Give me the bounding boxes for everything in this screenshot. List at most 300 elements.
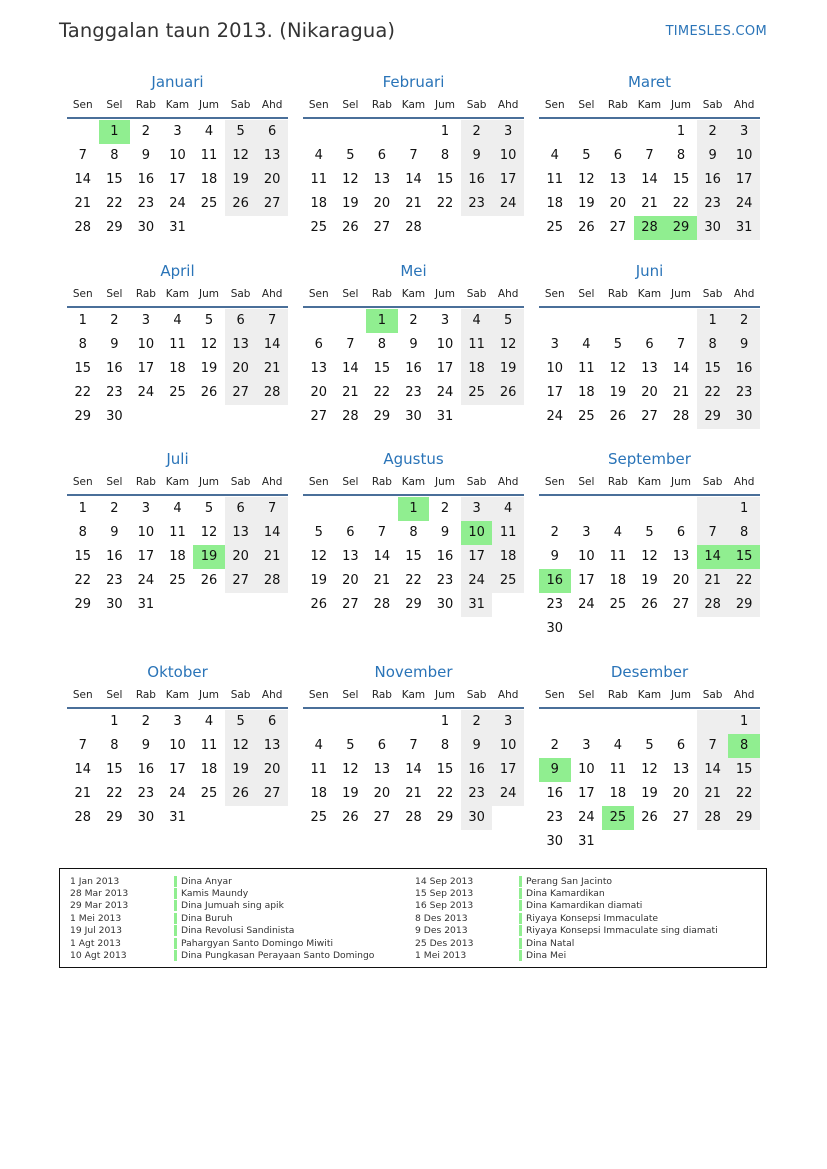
calendar-day[interactable]: 3 bbox=[440, 313, 450, 328]
calendar-day[interactable]: 4 bbox=[314, 148, 323, 163]
calendar-day[interactable]: 7 bbox=[78, 738, 87, 753]
calendar-day[interactable]: 24 bbox=[169, 786, 186, 801]
calendar-day[interactable]: 6 bbox=[377, 738, 387, 753]
calendar-day[interactable]: 4 bbox=[582, 337, 591, 352]
calendar-day[interactable]: 20 bbox=[672, 786, 690, 801]
calendar-day[interactable]: 22 bbox=[436, 786, 454, 801]
calendar-day[interactable]: 3 bbox=[728, 120, 760, 144]
calendar-day[interactable]: 22 bbox=[728, 569, 760, 593]
calendar-day[interactable]: 2 bbox=[141, 714, 151, 729]
calendar-day[interactable]: 8 bbox=[78, 525, 87, 540]
calendar-day[interactable]: 29 bbox=[106, 810, 123, 825]
calendar-day[interactable]: 23 bbox=[546, 810, 564, 825]
calendar-day[interactable]: 12 bbox=[578, 172, 595, 187]
calendar-day[interactable]: 19 bbox=[641, 573, 658, 588]
calendar-day[interactable]: 20 bbox=[310, 385, 328, 400]
calendar-day[interactable]: 30 bbox=[106, 597, 123, 612]
calendar-day[interactable]: 23 bbox=[137, 786, 155, 801]
holiday-day[interactable]: 1 bbox=[99, 120, 131, 144]
calendar-day[interactable]: 28 bbox=[405, 220, 422, 235]
calendar-day[interactable]: 21 bbox=[697, 782, 729, 806]
calendar-day[interactable]: 7 bbox=[697, 734, 729, 758]
calendar-day[interactable]: 6 bbox=[645, 337, 654, 352]
calendar-day[interactable]: 4 bbox=[613, 525, 623, 540]
calendar-day[interactable]: 15 bbox=[106, 762, 123, 777]
calendar-day[interactable]: 29 bbox=[728, 593, 760, 617]
calendar-day[interactable]: 1 bbox=[440, 124, 450, 139]
calendar-day[interactable]: 14 bbox=[672, 361, 690, 376]
calendar-day[interactable]: 16 bbox=[461, 758, 493, 782]
calendar-day[interactable]: 1 bbox=[110, 714, 119, 729]
calendar-day[interactable]: 5 bbox=[204, 313, 214, 328]
calendar-day[interactable]: 30 bbox=[137, 810, 155, 825]
calendar-day[interactable]: 27 bbox=[256, 782, 288, 806]
calendar-day[interactable]: 17 bbox=[461, 545, 493, 569]
calendar-day[interactable]: 7 bbox=[645, 148, 654, 163]
calendar-day[interactable]: 9 bbox=[550, 549, 559, 564]
calendar-day[interactable]: 1 bbox=[728, 710, 760, 734]
calendar-day[interactable]: 13 bbox=[373, 172, 391, 187]
calendar-day[interactable]: 13 bbox=[373, 762, 391, 777]
calendar-day[interactable]: 3 bbox=[492, 120, 524, 144]
calendar-day[interactable]: 21 bbox=[697, 569, 729, 593]
calendar-day[interactable]: 14 bbox=[641, 172, 658, 187]
calendar-day[interactable]: 31 bbox=[728, 216, 760, 240]
calendar-day[interactable]: 4 bbox=[173, 501, 182, 516]
calendar-day[interactable]: 15 bbox=[106, 172, 123, 187]
calendar-day[interactable]: 27 bbox=[672, 597, 690, 612]
calendar-day[interactable]: 7 bbox=[697, 521, 729, 545]
calendar-day[interactable]: 27 bbox=[342, 597, 359, 612]
calendar-day[interactable]: 22 bbox=[405, 573, 422, 588]
calendar-day[interactable]: 28 bbox=[256, 381, 288, 405]
calendar-day[interactable]: 13 bbox=[342, 549, 359, 564]
calendar-day[interactable]: 11 bbox=[546, 172, 564, 187]
calendar-day[interactable]: 4 bbox=[204, 714, 214, 729]
holiday-day[interactable]: 29 bbox=[665, 216, 697, 240]
calendar-day[interactable]: 29 bbox=[373, 409, 391, 424]
calendar-day[interactable]: 17 bbox=[169, 762, 186, 777]
calendar-day[interactable]: 17 bbox=[137, 549, 155, 564]
calendar-day[interactable]: 2 bbox=[550, 738, 559, 753]
calendar-day[interactable]: 9 bbox=[141, 738, 151, 753]
calendar-day[interactable]: 11 bbox=[169, 337, 186, 352]
calendar-day[interactable]: 21 bbox=[342, 385, 359, 400]
calendar-day[interactable]: 24 bbox=[578, 810, 595, 825]
calendar-day[interactable]: 12 bbox=[641, 762, 658, 777]
calendar-day[interactable]: 8 bbox=[728, 521, 760, 545]
calendar-day[interactable]: 24 bbox=[461, 569, 493, 593]
calendar-day[interactable]: 9 bbox=[728, 333, 760, 357]
calendar-day[interactable]: 23 bbox=[546, 597, 564, 612]
calendar-day[interactable]: 19 bbox=[342, 196, 359, 211]
calendar-day[interactable]: 11 bbox=[609, 549, 627, 564]
calendar-day[interactable]: 20 bbox=[609, 196, 627, 211]
calendar-day[interactable]: 1 bbox=[440, 714, 450, 729]
calendar-day[interactable]: 15 bbox=[74, 361, 92, 376]
calendar-day[interactable]: 2 bbox=[697, 120, 729, 144]
calendar-day[interactable]: 5 bbox=[492, 309, 524, 333]
calendar-day[interactable]: 8 bbox=[78, 337, 87, 352]
calendar-day[interactable]: 18 bbox=[609, 786, 627, 801]
calendar-day[interactable]: 20 bbox=[641, 385, 658, 400]
calendar-day[interactable]: 22 bbox=[74, 573, 92, 588]
calendar-day[interactable]: 2 bbox=[461, 120, 493, 144]
calendar-day[interactable]: 15 bbox=[436, 762, 454, 777]
calendar-day[interactable]: 18 bbox=[310, 786, 328, 801]
calendar-day[interactable]: 1 bbox=[728, 497, 760, 521]
calendar-day[interactable]: 8 bbox=[440, 738, 450, 753]
calendar-day[interactable]: 24 bbox=[492, 782, 524, 806]
calendar-day[interactable]: 5 bbox=[225, 710, 257, 734]
calendar-day[interactable]: 12 bbox=[225, 144, 257, 168]
calendar-day[interactable]: 13 bbox=[256, 144, 288, 168]
calendar-day[interactable]: 20 bbox=[342, 573, 359, 588]
calendar-day[interactable]: 12 bbox=[492, 333, 524, 357]
calendar-day[interactable]: 16 bbox=[728, 357, 760, 381]
calendar-day[interactable]: 30 bbox=[405, 409, 422, 424]
calendar-day[interactable]: 11 bbox=[578, 361, 595, 376]
calendar-day[interactable]: 10 bbox=[492, 734, 524, 758]
calendar-day[interactable]: 3 bbox=[461, 497, 493, 521]
calendar-day[interactable]: 13 bbox=[641, 361, 658, 376]
calendar-day[interactable]: 10 bbox=[578, 549, 595, 564]
calendar-day[interactable]: 5 bbox=[613, 337, 623, 352]
calendar-day[interactable]: 2 bbox=[728, 309, 760, 333]
calendar-day[interactable]: 23 bbox=[461, 782, 493, 806]
calendar-day[interactable]: 11 bbox=[492, 521, 524, 545]
calendar-day[interactable]: 25 bbox=[461, 381, 493, 405]
calendar-day[interactable]: 24 bbox=[169, 196, 186, 211]
calendar-day[interactable]: 19 bbox=[641, 786, 658, 801]
calendar-day[interactable]: 30 bbox=[436, 597, 454, 612]
calendar-day[interactable]: 13 bbox=[609, 172, 627, 187]
calendar-day[interactable]: 11 bbox=[200, 148, 218, 163]
calendar-day[interactable]: 18 bbox=[609, 573, 627, 588]
holiday-day[interactable]: 25 bbox=[602, 806, 634, 830]
calendar-day[interactable]: 10 bbox=[137, 337, 155, 352]
calendar-day[interactable]: 25 bbox=[200, 196, 218, 211]
calendar-day[interactable]: 15 bbox=[697, 357, 729, 381]
holiday-day[interactable]: 14 bbox=[697, 545, 729, 569]
calendar-day[interactable]: 20 bbox=[373, 786, 391, 801]
calendar-day[interactable]: 3 bbox=[141, 313, 151, 328]
calendar-day[interactable]: 7 bbox=[256, 497, 288, 521]
calendar-day[interactable]: 20 bbox=[225, 357, 257, 381]
calendar-day[interactable]: 24 bbox=[137, 385, 155, 400]
holiday-day[interactable]: 1 bbox=[366, 309, 398, 333]
brand-link[interactable]: TIMESLES.COM bbox=[665, 24, 767, 39]
calendar-day[interactable]: 13 bbox=[310, 361, 328, 376]
calendar-day[interactable]: 26 bbox=[492, 381, 524, 405]
calendar-day[interactable]: 25 bbox=[200, 786, 218, 801]
calendar-day[interactable]: 6 bbox=[377, 148, 387, 163]
calendar-day[interactable]: 18 bbox=[461, 357, 493, 381]
calendar-day[interactable]: 28 bbox=[697, 806, 729, 830]
calendar-day[interactable]: 29 bbox=[74, 409, 92, 424]
calendar-day[interactable]: 4 bbox=[613, 738, 623, 753]
calendar-day[interactable]: 23 bbox=[728, 381, 760, 405]
calendar-day[interactable]: 18 bbox=[169, 361, 186, 376]
calendar-day[interactable]: 5 bbox=[225, 120, 257, 144]
calendar-day[interactable]: 15 bbox=[672, 172, 690, 187]
calendar-day[interactable]: 4 bbox=[173, 313, 182, 328]
calendar-day[interactable]: 24 bbox=[436, 385, 454, 400]
calendar-day[interactable]: 19 bbox=[609, 385, 627, 400]
calendar-day[interactable]: 28 bbox=[74, 220, 92, 235]
calendar-day[interactable]: 4 bbox=[461, 309, 493, 333]
calendar-day[interactable]: 3 bbox=[141, 501, 151, 516]
calendar-day[interactable]: 27 bbox=[373, 810, 391, 825]
calendar-day[interactable]: 9 bbox=[440, 525, 450, 540]
calendar-day[interactable]: 22 bbox=[106, 786, 123, 801]
holiday-day[interactable]: 19 bbox=[193, 545, 225, 569]
calendar-day[interactable]: 4 bbox=[492, 497, 524, 521]
calendar-day[interactable]: 26 bbox=[225, 782, 257, 806]
calendar-day[interactable]: 6 bbox=[346, 525, 355, 540]
calendar-day[interactable]: 2 bbox=[141, 124, 151, 139]
calendar-day[interactable]: 11 bbox=[310, 762, 328, 777]
calendar-day[interactable]: 7 bbox=[676, 337, 686, 352]
calendar-day[interactable]: 14 bbox=[697, 758, 729, 782]
calendar-day[interactable]: 10 bbox=[169, 148, 186, 163]
calendar-day[interactable]: 21 bbox=[256, 545, 288, 569]
calendar-day[interactable]: 14 bbox=[74, 172, 92, 187]
calendar-day[interactable]: 1 bbox=[78, 501, 87, 516]
holiday-day[interactable]: 8 bbox=[728, 734, 760, 758]
calendar-day[interactable]: 5 bbox=[314, 525, 323, 540]
calendar-day[interactable]: 17 bbox=[492, 168, 524, 192]
calendar-day[interactable]: 8 bbox=[697, 333, 729, 357]
calendar-day[interactable]: 29 bbox=[74, 597, 92, 612]
calendar-day[interactable]: 16 bbox=[546, 786, 564, 801]
calendar-day[interactable]: 28 bbox=[342, 409, 359, 424]
calendar-day[interactable]: 26 bbox=[578, 220, 595, 235]
calendar-day[interactable]: 20 bbox=[225, 545, 257, 569]
calendar-day[interactable]: 22 bbox=[697, 381, 729, 405]
calendar-day[interactable]: 22 bbox=[672, 196, 690, 211]
calendar-day[interactable]: 13 bbox=[225, 333, 257, 357]
calendar-day[interactable]: 25 bbox=[169, 573, 186, 588]
calendar-day[interactable]: 16 bbox=[436, 549, 454, 564]
calendar-day[interactable]: 2 bbox=[110, 501, 119, 516]
holiday-day[interactable]: 16 bbox=[539, 569, 571, 593]
calendar-day[interactable]: 14 bbox=[342, 361, 359, 376]
calendar-day[interactable]: 1 bbox=[697, 309, 729, 333]
calendar-day[interactable]: 12 bbox=[641, 549, 658, 564]
calendar-day[interactable]: 30 bbox=[546, 621, 564, 636]
calendar-day[interactable]: 27 bbox=[310, 409, 328, 424]
calendar-day[interactable]: 18 bbox=[200, 172, 218, 187]
calendar-day[interactable]: 23 bbox=[137, 196, 155, 211]
calendar-day[interactable]: 8 bbox=[409, 525, 418, 540]
calendar-day[interactable]: 27 bbox=[225, 381, 257, 405]
calendar-day[interactable]: 6 bbox=[256, 120, 288, 144]
calendar-day[interactable]: 30 bbox=[728, 405, 760, 429]
calendar-day[interactable]: 5 bbox=[645, 738, 654, 753]
calendar-day[interactable]: 19 bbox=[342, 786, 359, 801]
calendar-day[interactable]: 10 bbox=[728, 144, 760, 168]
calendar-day[interactable]: 24 bbox=[546, 409, 564, 424]
calendar-day[interactable]: 31 bbox=[436, 409, 454, 424]
calendar-day[interactable]: 7 bbox=[409, 148, 418, 163]
calendar-day[interactable]: 3 bbox=[550, 337, 559, 352]
calendar-day[interactable]: 30 bbox=[461, 806, 493, 830]
calendar-day[interactable]: 21 bbox=[405, 196, 422, 211]
calendar-day[interactable]: 14 bbox=[405, 172, 422, 187]
calendar-day[interactable]: 2 bbox=[461, 710, 493, 734]
calendar-day[interactable]: 11 bbox=[609, 762, 627, 777]
calendar-day[interactable]: 7 bbox=[346, 337, 355, 352]
calendar-day[interactable]: 15 bbox=[728, 758, 760, 782]
calendar-day[interactable]: 14 bbox=[256, 333, 288, 357]
calendar-day[interactable]: 18 bbox=[310, 196, 328, 211]
calendar-day[interactable]: 17 bbox=[169, 172, 186, 187]
calendar-day[interactable]: 24 bbox=[137, 573, 155, 588]
calendar-day[interactable]: 22 bbox=[106, 196, 123, 211]
calendar-day[interactable]: 4 bbox=[204, 124, 214, 139]
calendar-day[interactable]: 2 bbox=[409, 313, 418, 328]
calendar-day[interactable]: 26 bbox=[342, 810, 359, 825]
calendar-day[interactable]: 19 bbox=[310, 573, 328, 588]
holiday-day[interactable]: 15 bbox=[728, 545, 760, 569]
calendar-day[interactable]: 2 bbox=[440, 501, 450, 516]
calendar-day[interactable]: 6 bbox=[314, 337, 323, 352]
calendar-day[interactable]: 26 bbox=[641, 810, 658, 825]
calendar-day[interactable]: 31 bbox=[137, 597, 155, 612]
calendar-day[interactable]: 18 bbox=[546, 196, 564, 211]
calendar-day[interactable]: 3 bbox=[173, 124, 182, 139]
calendar-day[interactable]: 26 bbox=[200, 385, 218, 400]
calendar-day[interactable]: 6 bbox=[676, 738, 686, 753]
calendar-day[interactable]: 26 bbox=[641, 597, 658, 612]
calendar-day[interactable]: 12 bbox=[200, 337, 218, 352]
calendar-day[interactable]: 25 bbox=[310, 220, 328, 235]
calendar-day[interactable]: 13 bbox=[672, 762, 690, 777]
calendar-day[interactable]: 27 bbox=[256, 192, 288, 216]
calendar-day[interactable]: 8 bbox=[676, 148, 686, 163]
calendar-day[interactable]: 29 bbox=[728, 806, 760, 830]
calendar-day[interactable]: 2 bbox=[110, 313, 119, 328]
calendar-day[interactable]: 21 bbox=[672, 385, 690, 400]
calendar-day[interactable]: 7 bbox=[78, 148, 87, 163]
calendar-day[interactable]: 23 bbox=[697, 192, 729, 216]
calendar-day[interactable]: 21 bbox=[373, 573, 391, 588]
calendar-day[interactable]: 12 bbox=[200, 525, 218, 540]
calendar-day[interactable]: 19 bbox=[225, 168, 257, 192]
calendar-day[interactable]: 28 bbox=[256, 569, 288, 593]
calendar-day[interactable]: 19 bbox=[492, 357, 524, 381]
calendar-day[interactable]: 15 bbox=[405, 549, 422, 564]
calendar-day[interactable]: 8 bbox=[110, 148, 119, 163]
calendar-day[interactable]: 22 bbox=[74, 385, 92, 400]
calendar-day[interactable]: 17 bbox=[578, 573, 595, 588]
calendar-day[interactable]: 31 bbox=[169, 810, 186, 825]
calendar-day[interactable]: 1 bbox=[78, 313, 87, 328]
calendar-day[interactable]: 26 bbox=[200, 573, 218, 588]
calendar-day[interactable]: 7 bbox=[377, 525, 387, 540]
calendar-day[interactable]: 13 bbox=[672, 549, 690, 564]
calendar-day[interactable]: 31 bbox=[461, 593, 493, 617]
calendar-day[interactable]: 10 bbox=[492, 144, 524, 168]
calendar-day[interactable]: 21 bbox=[641, 196, 658, 211]
holiday-day[interactable]: 1 bbox=[398, 497, 430, 521]
calendar-day[interactable]: 15 bbox=[74, 549, 92, 564]
calendar-day[interactable]: 14 bbox=[256, 521, 288, 545]
calendar-day[interactable]: 30 bbox=[546, 834, 564, 849]
calendar-day[interactable]: 17 bbox=[436, 361, 454, 376]
calendar-day[interactable]: 5 bbox=[645, 525, 654, 540]
calendar-day[interactable]: 11 bbox=[169, 525, 186, 540]
calendar-day[interactable]: 26 bbox=[342, 220, 359, 235]
calendar-day[interactable]: 27 bbox=[609, 220, 627, 235]
calendar-day[interactable]: 17 bbox=[137, 361, 155, 376]
calendar-day[interactable]: 6 bbox=[676, 525, 686, 540]
calendar-day[interactable]: 9 bbox=[697, 144, 729, 168]
calendar-day[interactable]: 4 bbox=[550, 148, 559, 163]
calendar-day[interactable]: 14 bbox=[405, 762, 422, 777]
calendar-day[interactable]: 17 bbox=[728, 168, 760, 192]
calendar-day[interactable]: 29 bbox=[697, 405, 729, 429]
calendar-day[interactable]: 29 bbox=[405, 597, 422, 612]
holiday-day[interactable]: 28 bbox=[634, 216, 666, 240]
calendar-day[interactable]: 3 bbox=[492, 710, 524, 734]
calendar-day[interactable]: 19 bbox=[578, 196, 595, 211]
calendar-day[interactable]: 31 bbox=[578, 834, 595, 849]
calendar-day[interactable]: 4 bbox=[314, 738, 323, 753]
calendar-day[interactable]: 30 bbox=[106, 409, 123, 424]
calendar-day[interactable]: 25 bbox=[310, 810, 328, 825]
calendar-day[interactable]: 18 bbox=[200, 762, 218, 777]
calendar-day[interactable]: 11 bbox=[461, 333, 493, 357]
holiday-day[interactable]: 10 bbox=[461, 521, 493, 545]
calendar-day[interactable]: 20 bbox=[672, 573, 690, 588]
calendar-day[interactable]: 24 bbox=[728, 192, 760, 216]
calendar-day[interactable]: 6 bbox=[225, 309, 257, 333]
calendar-day[interactable]: 27 bbox=[672, 810, 690, 825]
calendar-day[interactable]: 5 bbox=[346, 148, 355, 163]
calendar-day[interactable]: 26 bbox=[609, 409, 627, 424]
calendar-day[interactable]: 24 bbox=[578, 597, 595, 612]
calendar-day[interactable]: 19 bbox=[200, 361, 218, 376]
calendar-day[interactable]: 23 bbox=[461, 192, 493, 216]
calendar-day[interactable]: 22 bbox=[373, 385, 391, 400]
calendar-day[interactable]: 7 bbox=[256, 309, 288, 333]
calendar-day[interactable]: 27 bbox=[225, 569, 257, 593]
calendar-day[interactable]: 5 bbox=[204, 501, 214, 516]
calendar-day[interactable]: 13 bbox=[225, 521, 257, 545]
calendar-day[interactable]: 10 bbox=[137, 525, 155, 540]
calendar-day[interactable]: 25 bbox=[546, 220, 564, 235]
calendar-day[interactable]: 6 bbox=[256, 710, 288, 734]
calendar-day[interactable]: 19 bbox=[225, 758, 257, 782]
calendar-day[interactable]: 3 bbox=[582, 525, 591, 540]
calendar-day[interactable]: 12 bbox=[609, 361, 627, 376]
calendar-day[interactable]: 27 bbox=[373, 220, 391, 235]
calendar-day[interactable]: 31 bbox=[169, 220, 186, 235]
calendar-day[interactable]: 21 bbox=[405, 786, 422, 801]
calendar-day[interactable]: 7 bbox=[409, 738, 418, 753]
calendar-day[interactable]: 25 bbox=[578, 409, 595, 424]
calendar-day[interactable]: 10 bbox=[546, 361, 564, 376]
calendar-day[interactable]: 18 bbox=[578, 385, 595, 400]
calendar-day[interactable]: 21 bbox=[74, 786, 92, 801]
calendar-day[interactable]: 12 bbox=[342, 172, 359, 187]
calendar-day[interactable]: 24 bbox=[492, 192, 524, 216]
calendar-day[interactable]: 3 bbox=[582, 738, 591, 753]
calendar-day[interactable]: 16 bbox=[137, 172, 155, 187]
calendar-day[interactable]: 6 bbox=[613, 148, 623, 163]
